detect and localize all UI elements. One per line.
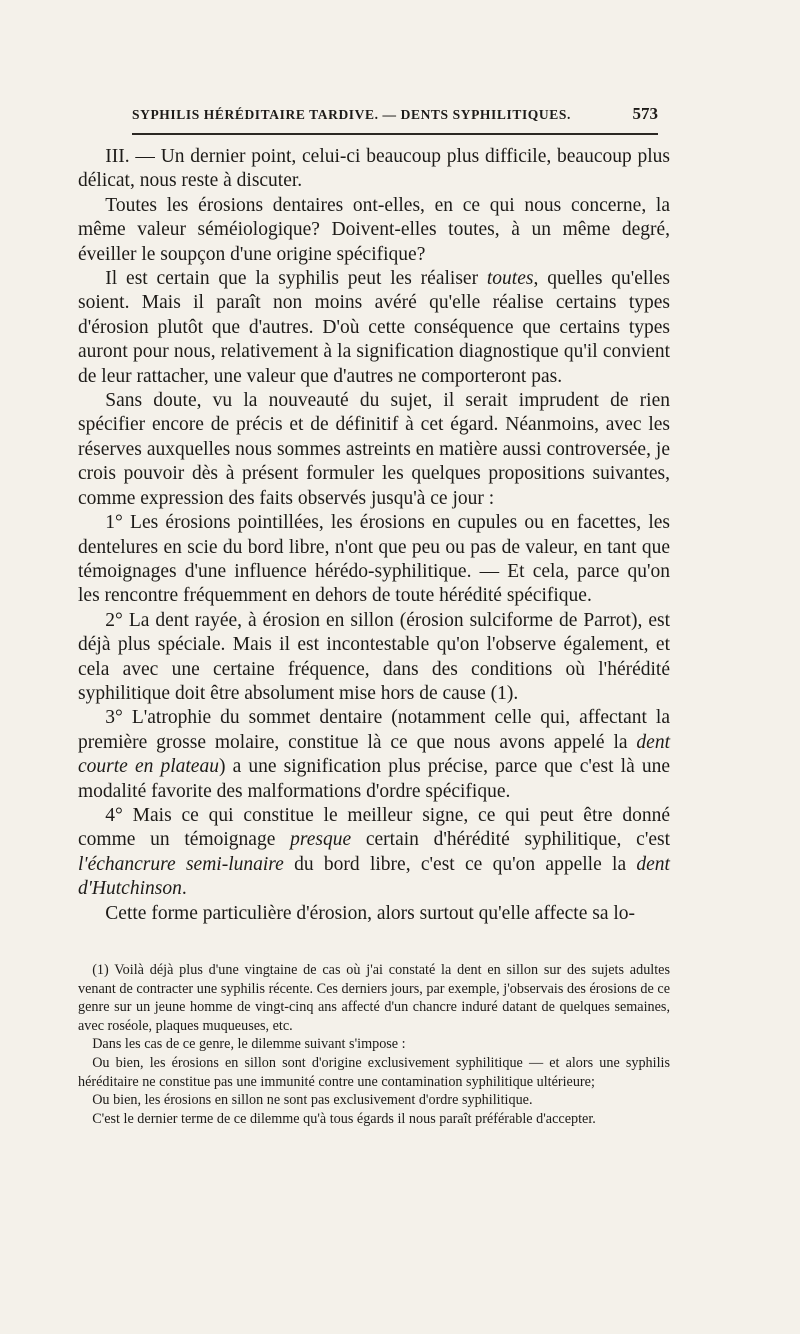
- footnote-paragraph: Ou bien, les érosions en sillon sont d'origine exclusivement syphilitique — et alors une syphilis héréditaire ne constitue pas une immunité contre une contamination syphilitique ultérieure;: [78, 1054, 670, 1090]
- footnote-paragraph: Ou bien, les érosions en sillon ne sont pas exclusivement d'ordre syphilitique.: [92, 1092, 533, 1109]
- paragraph-text: III. — Un dernier point, celui-ci beaucoup plus difficile, beaucoup plus délicat, nous reste à discuter.: [78, 146, 670, 192]
- footnote-paragraph: Dans les cas de ce genre, le dilemme suivant s'impose :: [92, 1036, 406, 1053]
- running-header: [132, 104, 658, 126]
- paragraph-text: .: [181, 878, 187, 900]
- paragraph: [78, 145, 670, 194]
- emphasis: presque: [290, 829, 352, 851]
- paragraph: [78, 804, 670, 902]
- footnote-paragraph: (1) Voilà déjà plus d'une vingtaine de cas où j'ai constaté la dent en sillon sur des sujets adultes venant de contracter une syphilis récente. Ces derniers jours, par exemple, j'observais des érosions de ce genre sur un jeune homme de vingt-cinq ans affecté d'un chancre induré datant de quelques semaines, avec roséole, plaques muqueuses, etc.: [78, 962, 670, 1034]
- paragraph: [78, 609, 670, 707]
- emphasis: l'échancrure semi-lunaire: [78, 853, 284, 875]
- emphasis: dent d'Hutchinson: [78, 853, 670, 900]
- emphasis: toutes: [486, 268, 534, 290]
- paragraph-text: 3° L'atrophie du sommet dentaire (notamment celle qui, affectant la première grosse molaire, constitue là ce que nous avons appelé la: [78, 707, 670, 753]
- header-rule: [132, 133, 658, 135]
- paragraph-text: Toutes les érosions dentaires ont-elles, en ce qui nous concerne, la même valeur séméiologique? Doivent-elles toutes, à un même degré, éveiller le soupçon d'une origine spécifique?: [78, 194, 670, 265]
- paragraph: [78, 267, 670, 389]
- paragraph: [78, 511, 670, 609]
- paragraph-text: Il est certain que la syphilis peut les réaliser: [105, 268, 487, 290]
- paragraph: [78, 902, 670, 926]
- paragraph-text: du bord libre, c'est ce qu'on appelle la: [283, 853, 637, 875]
- emphasis: dent courte en plateau: [78, 731, 670, 778]
- paragraph-text: 2° La dent rayée, à érosion en sillon (érosion sulciforme de Parrot), est déjà plus spéciale. Mais il est incontestable qu'on l'observe également, et cela avec une certaine fréquence, dans des conditions où l'hérédité syphilitique doit être absolument mise hors de cause (1).: [78, 609, 670, 704]
- main-text: [78, 145, 670, 926]
- footnote-paragraph: C'est le dernier terme de ce dilemme qu'à tous égards il nous paraît préférable d'accepter.: [92, 1110, 596, 1127]
- footnotes: [78, 961, 670, 1128]
- page-number: 573: [632, 104, 658, 123]
- paragraph-text: 4° Mais ce qui constitue le meilleur signe, ce qui peut être donné comme un témoignage: [78, 804, 670, 851]
- paragraph-text: ) a une signification plus précise, parce que c'est là une modalité favorite des malformations d'ordre spécifique.: [78, 756, 670, 802]
- paragraph-text: Sans doute, vu la nouveauté du sujet, il serait imprudent de rien spécifier encore de précis et de définitif à cet égard. Néanmoins, avec les réserves auxquelles nous sommes astreints en matière aussi controversée, je crois pouvoir dès à présent formuler les quelques propositions suivantes, comme expression des faits observés jusqu'à ce jour :: [78, 390, 670, 509]
- paragraph-text: , quelles qu'elles soient. Mais il paraît non moins avéré qu'elle réalise certains types d'érosion plutôt que d'autres. D'où cette conséquence que certains types auront pour nous, relativement à la signification diagnostique qu'il convient de leur rattacher, une valeur que d'autres ne comporteront pas.: [78, 268, 670, 387]
- paragraph: [78, 706, 670, 804]
- paragraph: [78, 389, 670, 511]
- running-title: SYPHILIS HÉRÉDITAIRE TARDIVE. — DENTS SYPHILITIQUES.: [132, 107, 571, 122]
- paragraph-text: certain d'hérédité syphilitique, c'est: [351, 829, 670, 851]
- paragraph-text: Cette forme particulière d'érosion, alors surtout qu'elle affecte sa lo-: [105, 902, 636, 924]
- paragraph-text: 1° Les érosions pointillées, les érosions en cupules ou en facettes, les dentelures en scie du bord libre, n'ont que peu ou pas de valeur, en tant que témoignages d'une influence hérédo-syphilitique. — Et cela, parce qu'on les rencontre fréquemment en dehors de toute hérédité spécifique.: [78, 512, 670, 607]
- paragraph: [78, 194, 670, 267]
